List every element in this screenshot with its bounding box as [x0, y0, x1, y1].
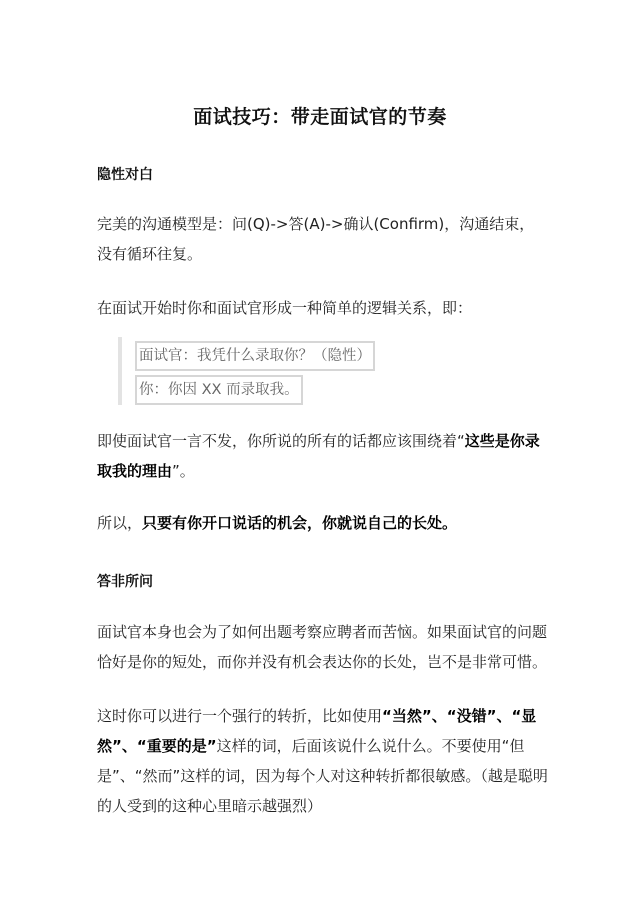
document-title: 面试技巧：带走面试官的节奏: [193, 106, 447, 128]
quote-line-interviewer: 面试官：我凭什么录取你？（隐性）: [135, 341, 375, 371]
paragraph-interviewer-worry: 面试官本身也会为了如何出题考察应聘者而苦恼。如果面试官的问题恰好是你的短处，而你并没有机会表达你的长处，岂不是非常可惜。: [97, 623, 548, 671]
paragraph-logic-relation: 在面试开始时你和面试官形成一种简单的逻辑关系，即：: [97, 299, 473, 317]
paragraph-reasons-bold: 这些是你录取我的理由: [97, 432, 540, 480]
paragraph-strengths-pre: 所以，: [97, 514, 143, 532]
paragraph-transition-bold: “当然”、“没错”、“显然”、“重要的是”: [97, 707, 537, 755]
paragraph-reasons: [97, 426, 549, 486]
quote-line-you: 你：你因 XX 而录取我。: [135, 375, 303, 405]
paragraph-communication-model: 完美的沟通模型是：问(Q)->答(A)->确认(Confirm)，沟通结束，没有循环往复。: [97, 215, 535, 263]
paragraph-strengths-bold: 只要有你开口说话的机会，你就说自己的长处。: [142, 514, 458, 532]
paragraph-strengths: [97, 508, 549, 538]
section-heading-implicit-dialogue: 隐性对白: [97, 167, 153, 183]
paragraph-transition-pre: 这时你可以进行一个强行的转折，比如使用: [97, 707, 383, 725]
blockquote-bar: [118, 337, 122, 405]
paragraph-reasons-post: ”。: [172, 462, 195, 480]
paragraph-transition: [97, 701, 549, 821]
paragraph-reasons-pre: 即使面试官一言不发，你所说的所有的话都应该围绕着“: [97, 432, 465, 450]
paragraph-transition-post: 这样的词，后面该说什么说什么。不要使用“但是”、“然而”这样的词，因为每个人对这种转折都很敏感。（越是聪明的人受到的这种心里暗示越强烈）: [97, 737, 548, 815]
section-heading-off-topic: 答非所问: [97, 574, 153, 590]
